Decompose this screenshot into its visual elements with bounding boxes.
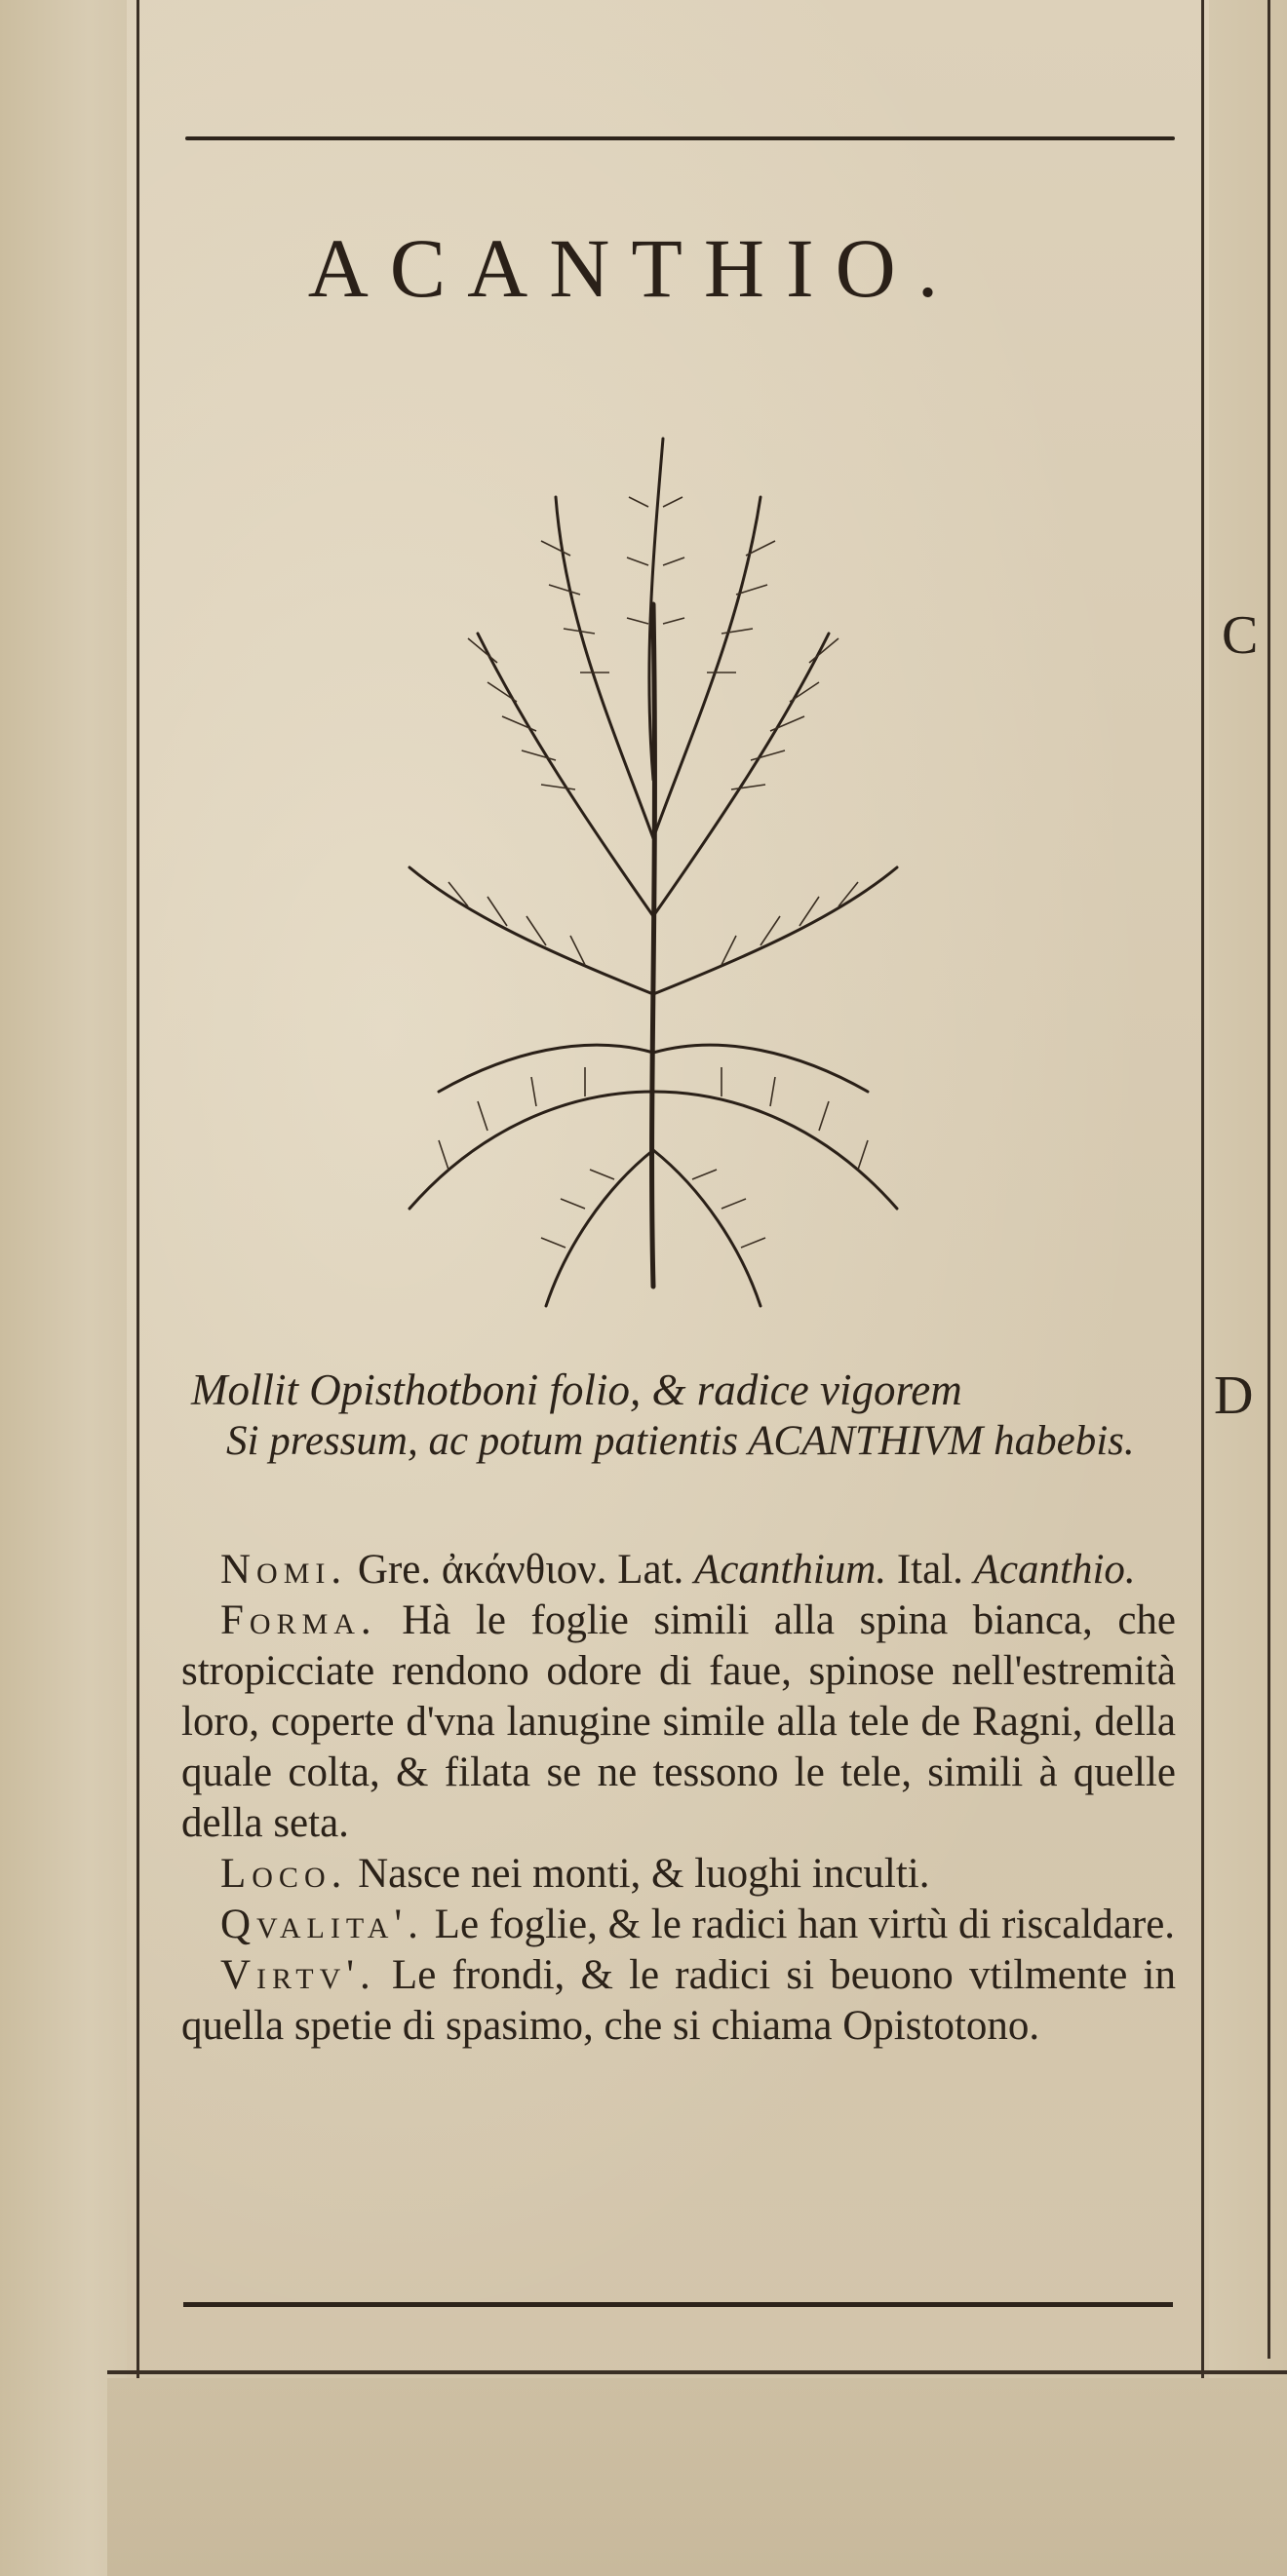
italian-name: Acanthio. <box>973 1547 1136 1593</box>
section-text: Nasce nei monti, & luoghi inculti. <box>347 1851 930 1897</box>
section-nomi <box>181 1545 1176 1596</box>
page-bottom-edge <box>107 2370 1287 2374</box>
section-virtu <box>181 1950 1176 2052</box>
latin-name: Acanthium. <box>694 1547 887 1593</box>
section-text: Le foglie, & le radici han virtù di riscaldare. <box>423 1902 1176 1947</box>
right-frame-line <box>1201 0 1204 2388</box>
section-label: Qvalita'. <box>220 1902 424 1947</box>
section-label: Forma. <box>220 1597 377 1643</box>
facing-page-rule <box>1268 0 1270 2359</box>
body-text <box>181 1545 1176 2052</box>
caption-line-2: Si pressum, ac potum patientis ACANTHIVM habebis. <box>226 1418 1135 1464</box>
acanthium-plant-woodcut <box>370 409 936 1326</box>
page-bottom-margin <box>107 2378 1287 2576</box>
section-text: Le frondi, & le radici si beuono vtilmente in quella spetie di spasimo, che si chiama Opistotono. <box>181 1952 1176 2049</box>
bottom-rule <box>183 2302 1173 2307</box>
top-rule <box>185 136 1175 140</box>
margin-letter-d: D <box>1214 1365 1254 1426</box>
caption-line-1: Mollit Opisthotboni folio, & radice vigorem <box>191 1365 962 1414</box>
margin-letter-c: C <box>1222 605 1259 666</box>
section-loco <box>181 1849 1176 1900</box>
section-text: Ital. <box>886 1547 974 1593</box>
facing-page-margin <box>1209 0 1287 2576</box>
section-label: Nomi. <box>220 1547 348 1593</box>
section-qualita <box>181 1900 1176 1950</box>
section-text: Gre. ἀκάνθιον. Lat. <box>347 1547 695 1593</box>
section-label: Virtv'. <box>220 1952 376 1998</box>
section-text: Hà le foglie simili alla spina bianca, che stropicciate rendono odore di faue, spinose nell'estremità loro, coperte d'vna lanugine simile alla tele de Ragni, della quale colta, & filata se ne tessono le tele, simili à quelle della seta. <box>181 1597 1176 1846</box>
left-frame-line <box>136 0 139 2407</box>
page-title: ACANTHIO. <box>307 221 960 315</box>
section-label: Loco. <box>220 1851 348 1897</box>
left-page-edge <box>0 0 127 2576</box>
section-forma <box>181 1596 1176 1849</box>
